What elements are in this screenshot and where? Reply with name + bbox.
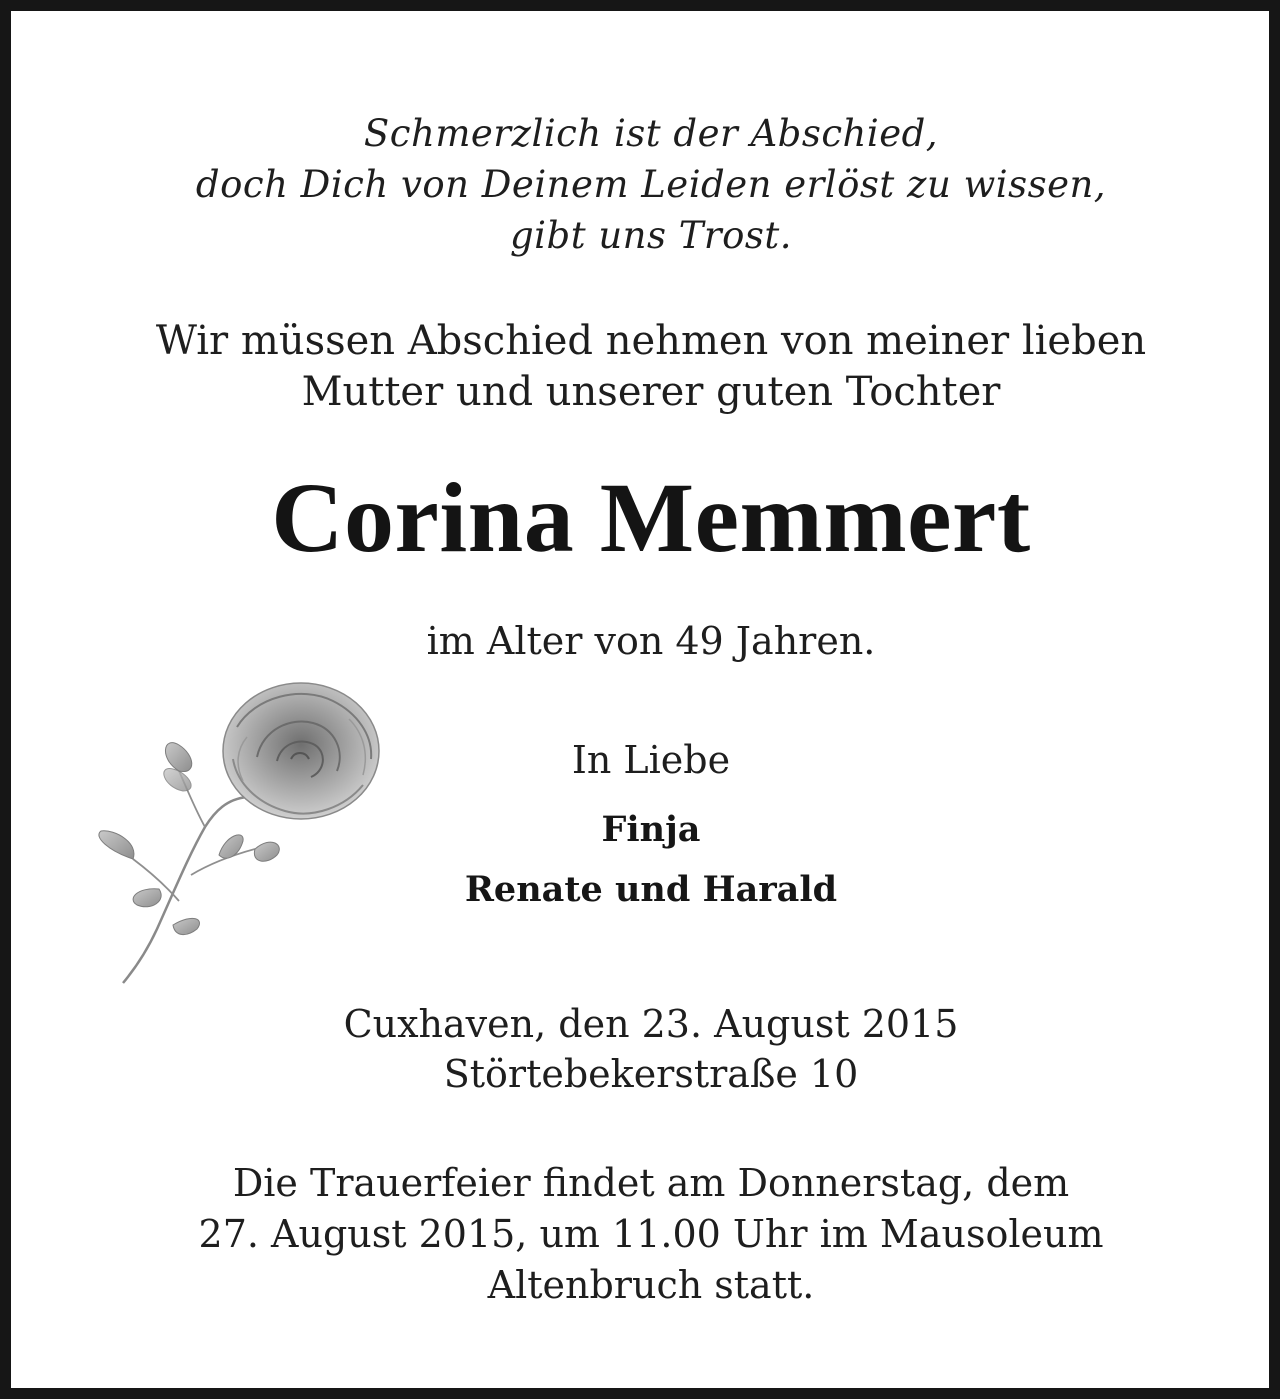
- in-love-line: In Liebe: [571, 738, 731, 782]
- quote-line: doch Dich von Deinem Leiden erlöst zu wissen,: [195, 163, 1107, 206]
- age-line: im Alter von 49 Jahren.: [426, 619, 876, 663]
- service-line: Altenbruch statt.: [487, 1263, 815, 1307]
- signer-name: Finja: [601, 809, 701, 850]
- intro-line: Wir müssen Abschied nehmen von meiner lieben: [155, 318, 1147, 364]
- place-and-address: [11, 999, 1280, 1099]
- service-line: Die Trauerfeier findet am Donnerstag, dem: [232, 1161, 1070, 1205]
- address-line: Störtebekerstraße 10: [443, 1052, 859, 1096]
- quote-line: gibt uns Trost.: [509, 214, 792, 257]
- intro-line: Mutter und unserer guten Tochter: [301, 369, 1001, 415]
- signer-name: Renate und Harald: [464, 869, 838, 910]
- deceased-name: Corina Memmert: [271, 462, 1031, 573]
- service-line: 27. August 2015, um 11.00 Uhr im Mausoleum: [198, 1212, 1104, 1256]
- intro-text: [11, 316, 1280, 418]
- opening-quote: [11, 108, 1280, 261]
- quote-line: Schmerzlich ist der Abschied,: [363, 112, 939, 155]
- place-date-line: Cuxhaven, den 23. August 2015: [343, 1002, 959, 1046]
- funeral-service-text: [11, 1158, 1280, 1311]
